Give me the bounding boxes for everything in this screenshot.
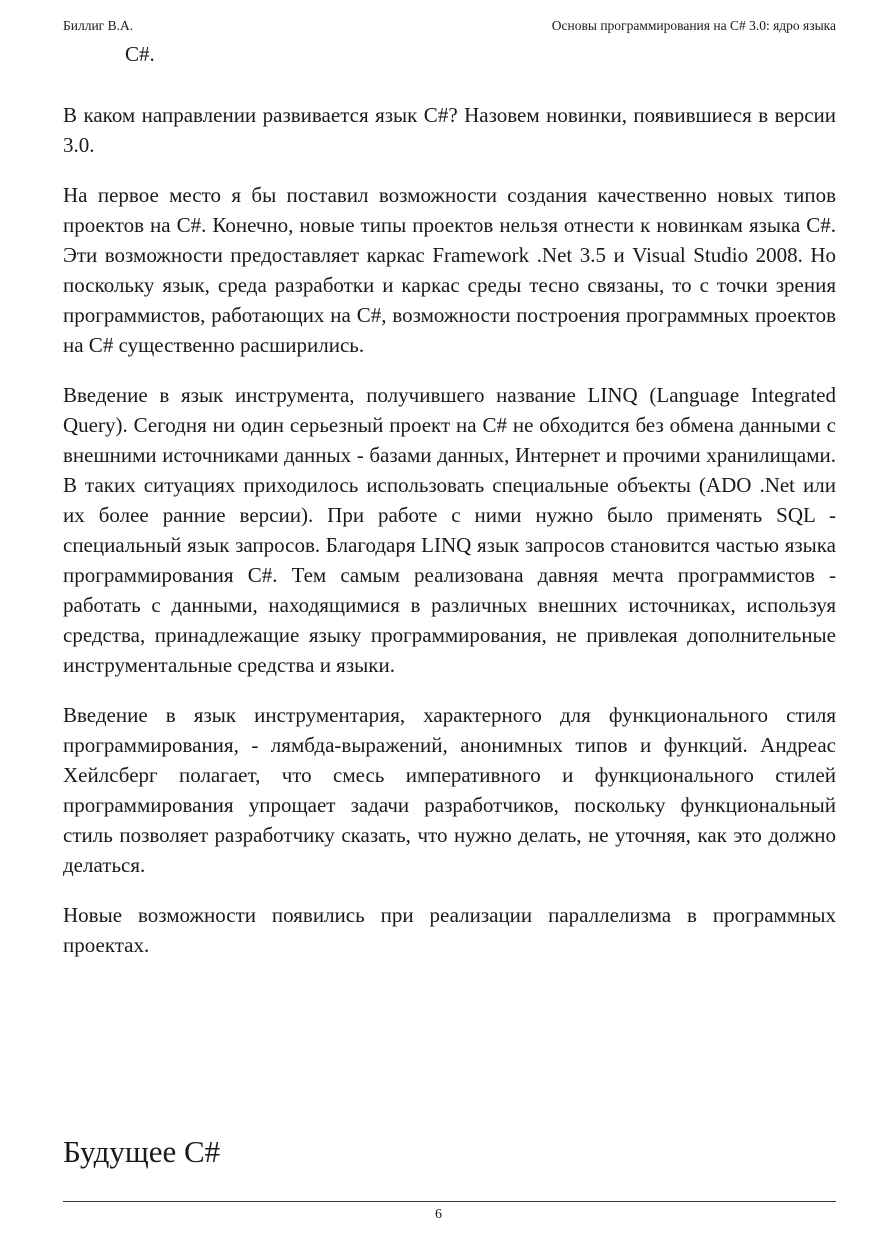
page-number: 6 — [435, 1207, 442, 1222]
paragraph-project-types: На первое место я бы поставил возможности создания качественно новых типов проектов на C#. Конечно, новые типы проектов нельзя отнести к новинкам языка C#. Эти возможности предоставляет каркас Framework .Net 3.5 и Visual Studio 2008. Но поскольку язык, среда разработки и каркас среды тесно связаны, то с точки зрения программистов, работающих на C#, возможности построения программных проектов на C# существенно расширились. — [63, 183, 836, 357]
header-author: Биллиг В.А. — [63, 18, 134, 33]
page-header — [63, 16, 836, 36]
paragraph-parallelism: Новые возможности появились при реализации параллелизма в программных проектах. — [63, 903, 836, 957]
footer-divider — [63, 1201, 836, 1202]
paragraph-functional-style: Введение в язык инструментария, характерного для функционального стиля программирования, - лямбда-выражений, анонимных типов и функций. Андреас Хейлсберг полагает, что смесь императивного и функционального стилей программирования упрощает задачи разработчиков, поскольку функциональный стиль позволяет разработчику сказать, что нужно делать, не уточняя, как это должно делаться. — [63, 703, 836, 877]
body-text — [63, 100, 836, 980]
section-heading: Будущее C# — [63, 1134, 221, 1169]
continued-text: C#. — [125, 42, 155, 66]
paragraph-linq: Введение в язык инструмента, получившего название LINQ (Language Integrated Query). Сегодня ни один серьезный проект на C# не обходится без обмена данными с внешними источниками данных - базами данных, Интернет и прочими хранилищами. В таких ситуациях приходилось использовать специальные объекты (ADO .Net или их более ранние версии). При работе с ними нужно было применять SQL - специальный язык запросов. Благодаря LINQ язык запросов становится частью языка программирования C#. Тем самым реализована давняя мечта программистов - работать с данными, находящимися в различных внешних источниках, используя средства, принадлежащие языку программирования, не привлекая дополнительные инструментальные средства и языки. — [63, 383, 836, 677]
header-book-title: Основы программирования на C# 3.0: ядро языка — [551, 18, 836, 33]
paragraph-csharp-direction: В каком направлении развивается язык C#? Назовем новинки, появившиеся в версии 3.0. — [63, 103, 836, 157]
